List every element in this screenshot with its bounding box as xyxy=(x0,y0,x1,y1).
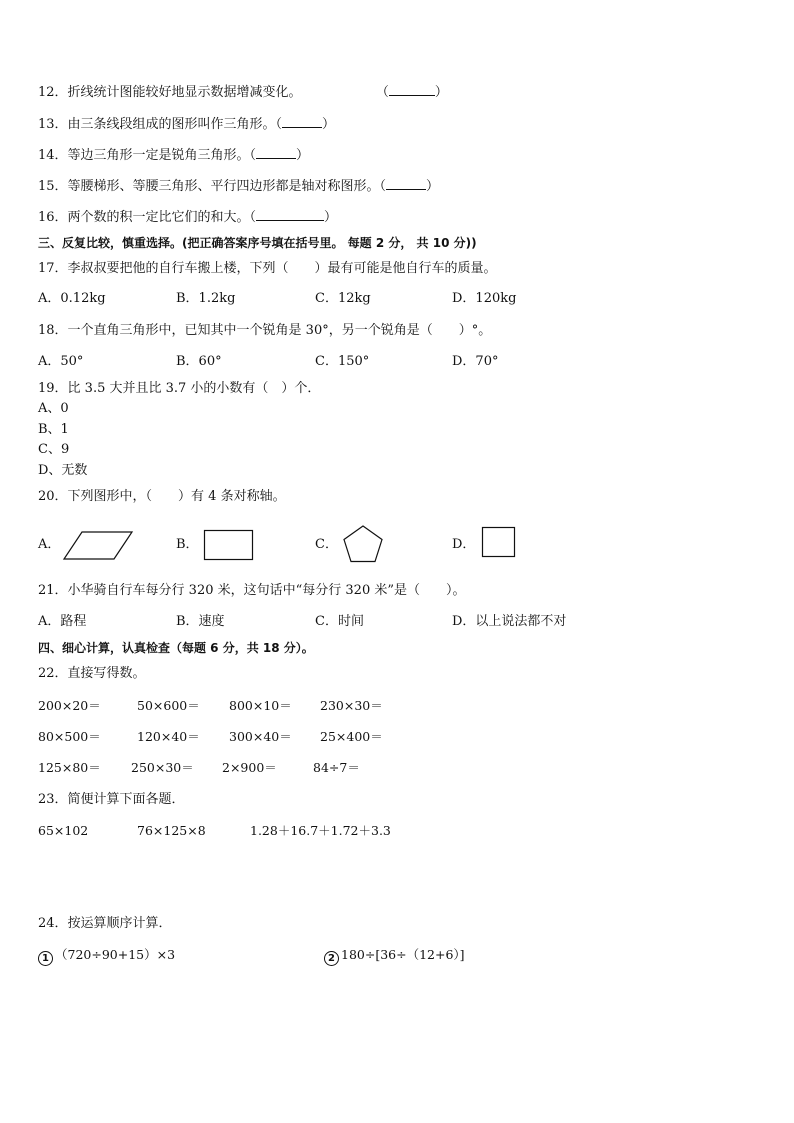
question-14-close: ） xyxy=(296,148,310,163)
question-13-text: 13．由三条线段组成的图形叫作三角形。（ xyxy=(38,117,283,132)
calc-item: 76×125×8 xyxy=(137,823,206,838)
question-16-text: 16．两个数的积一定比它们的和大。（ xyxy=(38,210,257,225)
calc-item: 84÷7＝ xyxy=(313,760,360,775)
option-c[interactable]: C．150° xyxy=(315,354,370,369)
question-22-stem: 22．直接写得数。 xyxy=(38,666,146,681)
calc-item: 1.28＋16.7＋1.72＋3.3 xyxy=(250,823,391,838)
calc-item xyxy=(38,947,175,966)
option-d[interactable]: D．120kg xyxy=(452,291,517,306)
option-a[interactable]: A．50° xyxy=(38,354,84,369)
option-b[interactable]: B．1.2kg xyxy=(176,291,236,306)
question-15 xyxy=(38,177,439,195)
option-d[interactable]: D、无数 xyxy=(38,463,88,478)
option-a[interactable]: A、0 xyxy=(38,401,69,416)
calc-item: 80×500＝ xyxy=(38,729,101,744)
option-d[interactable]: D． xyxy=(452,537,476,552)
answer-blank[interactable] xyxy=(256,146,296,159)
square-icon xyxy=(481,526,517,559)
answer-blank[interactable] xyxy=(389,83,435,96)
question-12 xyxy=(38,83,448,101)
option-b[interactable]: B．60° xyxy=(176,354,222,369)
calc-item: 120×40＝ xyxy=(137,729,200,744)
option-c[interactable]: C．12kg xyxy=(315,291,371,306)
question-19-stem: 19．比 3.5 大并且比 3.7 小的小数有（ ）个． xyxy=(38,381,321,396)
calc-item: 125×80＝ xyxy=(38,760,101,775)
section-4-heading: 四、细心计算，认真检查（每题 6 分，共 18 分）。 xyxy=(38,641,314,655)
question-12-open: （ xyxy=(375,85,389,100)
option-b[interactable]: B、1 xyxy=(38,422,69,437)
pentagon-icon xyxy=(341,524,385,564)
calc-item: 300×40＝ xyxy=(229,729,292,744)
calc-item: 25×400＝ xyxy=(320,729,383,744)
calc-item: 250×30＝ xyxy=(131,760,194,775)
parallelogram-icon xyxy=(62,530,134,562)
answer-blank[interactable] xyxy=(386,177,426,190)
question-17-stem: 17．李叔叔要把他的自行车搬上楼，下列（ ）最有可能是他自行车的质量。 xyxy=(38,261,497,276)
calc-item: 2×900＝ xyxy=(222,760,277,775)
calc-item xyxy=(324,947,465,966)
question-14 xyxy=(38,146,309,164)
question-24-stem: 24．按运算顺序计算． xyxy=(38,916,172,931)
question-15-text: 15．等腰梯形、等腰三角形、平行四边形都是轴对称图形。（ xyxy=(38,179,387,194)
circled-number: 1 xyxy=(38,951,53,966)
question-13 xyxy=(38,115,335,133)
option-c[interactable]: C．时间 xyxy=(315,614,364,629)
calc-item: 65×102 xyxy=(38,823,89,838)
option-c[interactable]: C． xyxy=(315,537,338,552)
question-20-stem: 20．下列图形中，（ ）有 4 条对称轴。 xyxy=(38,489,286,504)
calc-item: 800×10＝ xyxy=(229,698,292,713)
option-d[interactable]: D．以上说法都不对 xyxy=(452,614,567,629)
rectangle-icon xyxy=(203,529,255,562)
expression: 180÷[36÷（12+6）] xyxy=(341,947,465,962)
question-13-close: ） xyxy=(322,117,336,132)
option-a[interactable]: A． xyxy=(38,537,61,552)
question-15-close: ） xyxy=(426,179,440,194)
option-b[interactable]: B． xyxy=(176,537,199,552)
expression: （720÷90+15）×3 xyxy=(55,947,176,962)
question-21-stem: 21．小华骑自行车每分行 320 米，这句话中“每分行 320 米”是（ ）。 xyxy=(38,583,466,598)
question-23-stem: 23．简便计算下面各题． xyxy=(38,792,185,807)
answer-blank[interactable] xyxy=(256,208,324,221)
calc-item: 50×600＝ xyxy=(137,698,200,713)
circled-number: 2 xyxy=(324,951,339,966)
question-12-text: 12．折线统计图能较好地显示数据增减变化。 xyxy=(38,85,302,100)
question-16 xyxy=(38,208,337,226)
calc-item: 230×30＝ xyxy=(320,698,383,713)
option-b[interactable]: B．速度 xyxy=(176,614,225,629)
question-12-close: ） xyxy=(434,85,448,100)
option-a[interactable]: A．0.12kg xyxy=(38,291,106,306)
answer-blank[interactable] xyxy=(282,115,322,128)
option-a[interactable]: A．路程 xyxy=(38,614,87,629)
option-d[interactable]: D．70° xyxy=(452,354,499,369)
question-14-text: 14．等边三角形一定是锐角三角形。（ xyxy=(38,148,257,163)
section-3-heading: 三、反复比较，慎重选择。(把正确答案序号填在括号里。 每题 2 分， 共 10 分)) xyxy=(38,236,477,250)
option-c[interactable]: C、9 xyxy=(38,442,70,457)
question-16-close: ） xyxy=(324,210,338,225)
calc-item: 200×20＝ xyxy=(38,698,101,713)
question-18-stem: 18．一个直角三角形中，已知其中一个锐角是 30°，另一个锐角是（ ）°。 xyxy=(38,323,492,338)
